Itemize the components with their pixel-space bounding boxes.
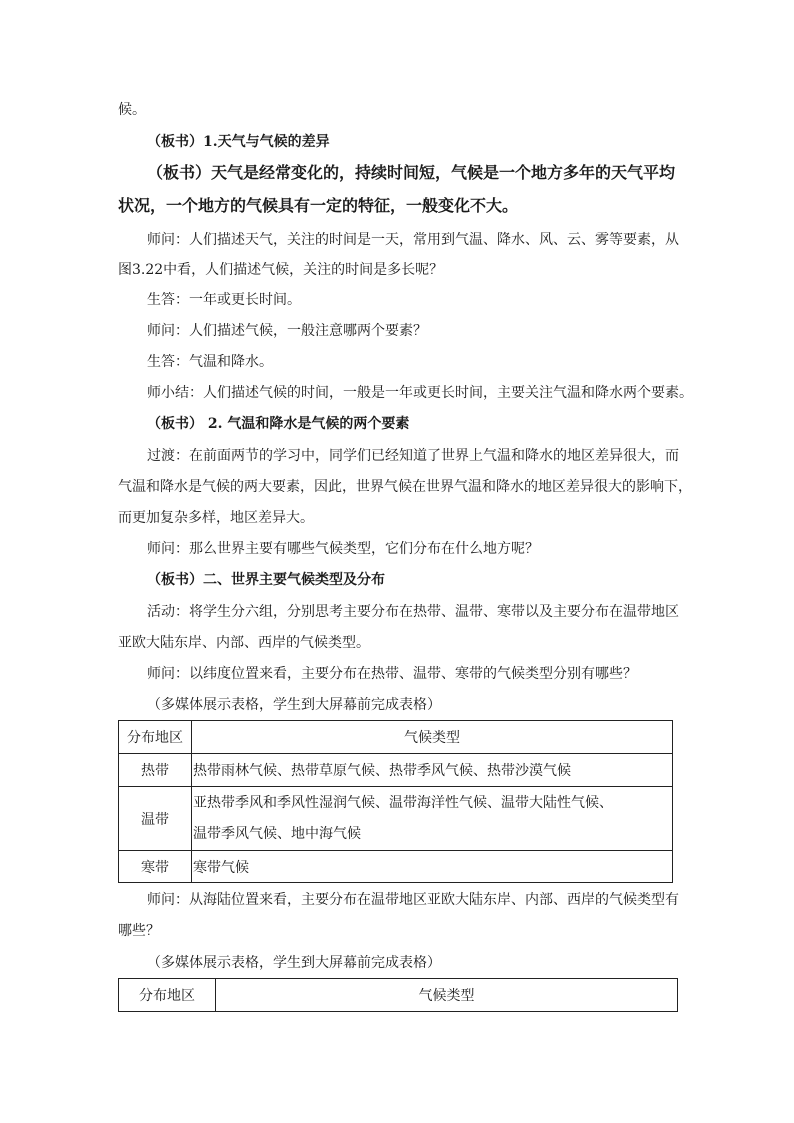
header-cell-type: 气候类型 (216, 979, 678, 1012)
climate-types-cell (192, 787, 673, 851)
activity-text: 活动：将学生分六组，分别思考主要分布在热带、温带、寒带以及主要分布在温带地区 (147, 604, 679, 620)
climate-table-coast (118, 978, 678, 1012)
table-caption: （多媒体展示表格，学生到大屏幕前完成表格） (147, 697, 441, 713)
header-cell-type: 气候类型 (192, 721, 673, 754)
climate-types-cell: 热带雨林气候、热带草原气候、热带季风气候、热带沙漠气候 (192, 754, 673, 787)
board-note-heading: （板书）1.天气与气候的差异 (147, 134, 330, 150)
climate-table-latitude (118, 720, 673, 883)
board-note-heading: （板书） 2. 气温和降水是气候的两个要素 (147, 416, 410, 432)
table-header-row (119, 979, 678, 1012)
board-note-heading: （板书）二、世界主要气候类型及分布 (147, 572, 385, 588)
header-cell-region: 分布地区 (119, 721, 192, 754)
transition-text: 过渡：在前面两节的学习中，同学们已经知道了世界上气温和降水的地区差异很大，而 (147, 448, 679, 464)
header-cell-region: 分布地区 (119, 979, 216, 1012)
text-line: 而更加复杂多样，地区差异大。 (118, 510, 314, 526)
text-line: 亚欧大陆东岸、内部、西岸的气候类型。 (118, 635, 370, 651)
text-line: 图3.22中看，人们描述气候，关注的时间是多长呢？ (118, 262, 444, 278)
text-line: 气温和降水是气候的两大要素，因此，世界气候在世界气温和降水的地区差异很大的影响下， (118, 479, 692, 495)
table-header-row (119, 721, 673, 754)
region-cell: 寒带 (119, 851, 192, 883)
teacher-summary: 师小结：人们描述气候的时间，一般是一年或更长时间，主要关注气温和降水两个要素。 (147, 385, 693, 401)
table-row (119, 787, 673, 851)
climate-types-cell: 寒带气候 (192, 851, 673, 883)
teacher-question: 师问：从海陆位置来看，主要分布在温带地区亚欧大陆东岸、内部、西岸的气候类型有 (147, 892, 679, 908)
region-cell: 热带 (119, 754, 192, 787)
teacher-question: 师问：以纬度位置来看，主要分布在热带、温带、寒带的气候类型分别有哪些？ (147, 666, 637, 682)
text-line: 候。 (118, 102, 146, 118)
text-line: 哪些？ (118, 923, 160, 939)
table-row (119, 851, 673, 883)
climate-types-line: 亚热带季风和季风性湿润气候、温带海洋性气候、温带大陆性气候、 (193, 794, 613, 811)
board-note: （板书）天气是经常变化的，持续时间短，气候是一个地方多年的天气平均 (147, 163, 676, 182)
student-answer: 生答：气温和降水。 (147, 354, 273, 370)
teacher-question: 师问：人们描述天气，关注的时间是一天，常用到气温、降水、风、云、雾等要素，从 (147, 232, 679, 248)
student-answer: 生答：一年或更长时间。 (147, 292, 301, 308)
board-note: 状况，一个地方的气候具有一定的特征，一般变化不大。 (118, 196, 519, 215)
region-cell: 温带 (119, 787, 192, 851)
table-row (119, 754, 673, 787)
teacher-question: 师问：人们描述气候，一般注意哪两个要素？ (147, 323, 427, 339)
climate-types-line: 温带季风气候、地中海气候 (193, 825, 361, 842)
table-caption: （多媒体展示表格，学生到大屏幕前完成表格） (147, 955, 441, 971)
teacher-question: 师问：那么世界主要有哪些气候类型，它们分布在什么地方呢？ (147, 541, 539, 557)
